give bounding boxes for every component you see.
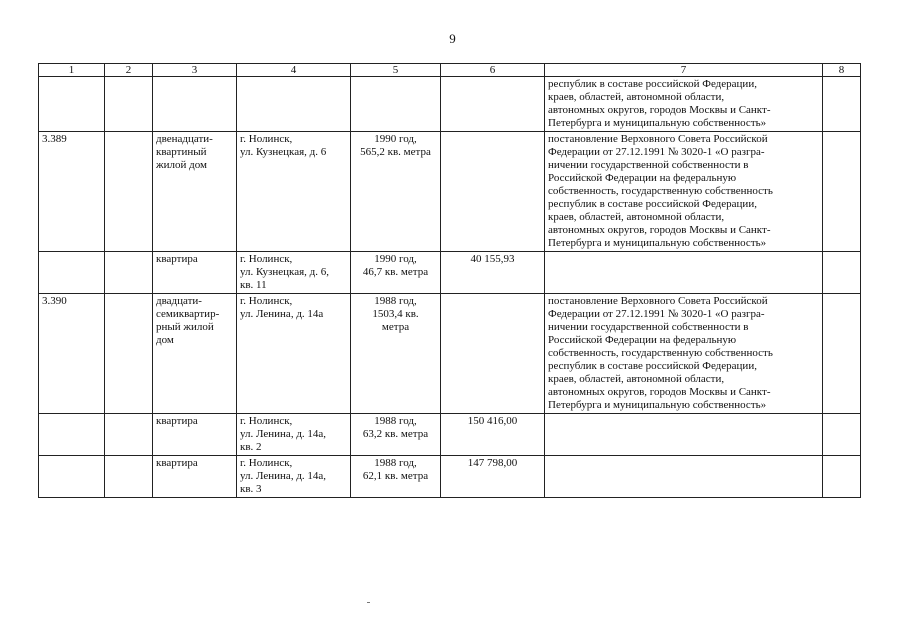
table-row: [39, 252, 861, 294]
empty-cell: [105, 414, 153, 456]
object-name-cell: двенадцати- квартиный жилой дом: [153, 132, 237, 252]
column-header: 5: [351, 64, 441, 77]
legal-basis-cell: постановление Верховного Совета Российской Федерации от 27.12.1991 № 3020-1 «О разгра- ничении государственной собственности в Российской Федерации на федеральную собственность, государственную собственность республик в составе российской Федерации, краев, областей, автономной области, автономных округов, городов Москвы и Санкт- Петербурга и муниципальную собственность»: [545, 294, 823, 414]
header-row: [39, 64, 861, 77]
row-number-cell: [39, 77, 105, 132]
empty-cell: [105, 252, 153, 294]
column-header: 6: [441, 64, 545, 77]
empty-cell: [105, 132, 153, 252]
legal-basis-cell: [545, 456, 823, 498]
year-area-cell: 1988 год, 1503,4 кв. метра: [351, 294, 441, 414]
table-row: [39, 132, 861, 252]
scan-artifact-dot: [367, 602, 370, 603]
empty-cell: [823, 456, 861, 498]
object-name-cell: [153, 77, 237, 132]
table-row: [39, 414, 861, 456]
empty-cell: [105, 294, 153, 414]
value-cell: 40 155,93: [441, 252, 545, 294]
address-cell: г. Нолинск, ул. Ленина, д. 14а: [237, 294, 351, 414]
address-cell: г. Нолинск, ул. Ленина, д. 14а, кв. 3: [237, 456, 351, 498]
column-header: 2: [105, 64, 153, 77]
property-registry-table: [38, 63, 861, 498]
empty-cell: [823, 132, 861, 252]
table-row: [39, 456, 861, 498]
empty-cell: [823, 294, 861, 414]
legal-basis-cell: республик в составе российской Федерации, краев, областей, автономной области, автономных округов, городов Москвы и Санкт- Петербурга и муниципальную собственность»: [545, 77, 823, 132]
empty-cell: [105, 456, 153, 498]
object-name-cell: двадцати- семиквартир- рный жилой дом: [153, 294, 237, 414]
row-number-cell: 3.389: [39, 132, 105, 252]
empty-cell: [823, 252, 861, 294]
row-number-cell: 3.390: [39, 294, 105, 414]
value-cell: 150 416,00: [441, 414, 545, 456]
object-name-cell: квартира: [153, 414, 237, 456]
year-area-cell: 1988 год, 62,1 кв. метра: [351, 456, 441, 498]
column-header: 3: [153, 64, 237, 77]
object-name-cell: квартира: [153, 456, 237, 498]
column-header: 7: [545, 64, 823, 77]
table-row: [39, 294, 861, 414]
table-row: [39, 77, 861, 132]
year-area-cell: [351, 77, 441, 132]
year-area-cell: 1988 год, 63,2 кв. метра: [351, 414, 441, 456]
address-cell: [237, 77, 351, 132]
year-area-cell: 1990 год, 46,7 кв. метра: [351, 252, 441, 294]
row-number-cell: [39, 456, 105, 498]
object-name-cell: квартира: [153, 252, 237, 294]
empty-cell: [105, 77, 153, 132]
empty-cell: [823, 77, 861, 132]
value-cell: 147 798,00: [441, 456, 545, 498]
page-number: 9: [449, 31, 456, 46]
year-area-cell: 1990 год, 565,2 кв. метра: [351, 132, 441, 252]
row-number-cell: [39, 414, 105, 456]
value-cell: [441, 294, 545, 414]
value-cell: [441, 132, 545, 252]
address-cell: г. Нолинск, ул. Кузнецкая, д. 6, кв. 11: [237, 252, 351, 294]
row-number-cell: [39, 252, 105, 294]
legal-basis-cell: постановление Верховного Совета Российской Федерации от 27.12.1991 № 3020-1 «О разгра- ничении государственной собственности в Российской Федерации на федеральную собственность, государственную собственность республик в составе российской Федерации, краев, областей, автономной области, автономных округов, городов Москвы и Санкт- Петербурга и муниципальную собственность»: [545, 132, 823, 252]
value-cell: [441, 77, 545, 132]
column-header: 4: [237, 64, 351, 77]
column-header: 1: [39, 64, 105, 77]
empty-cell: [823, 414, 861, 456]
address-cell: г. Нолинск, ул. Кузнецкая, д. 6: [237, 132, 351, 252]
column-header: 8: [823, 64, 861, 77]
address-cell: г. Нолинск, ул. Ленина, д. 14а, кв. 2: [237, 414, 351, 456]
legal-basis-cell: [545, 414, 823, 456]
legal-basis-cell: [545, 252, 823, 294]
